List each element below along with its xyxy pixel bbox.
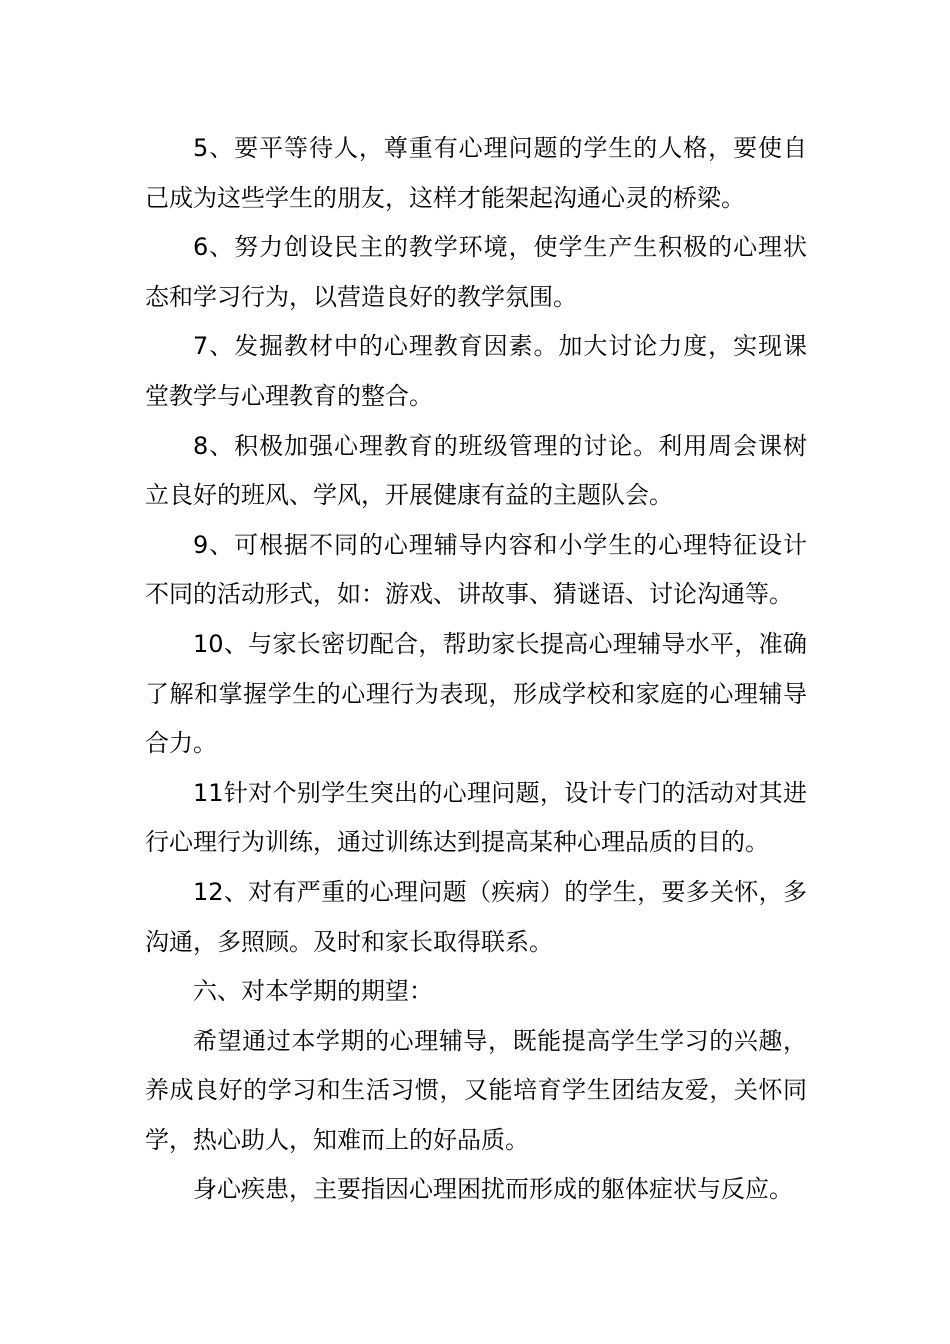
paragraph-item-12: 12、对有严重的心理问题（疾病）的学生，要多关怀，多沟通，多照顾。及时和家长取得联系。 — [145, 877, 807, 956]
paragraph-item-8: 8、积极加强心理教育的班级管理的讨论。利用周会课树立良好的班风、学风，开展健康有益的主题队会。 — [145, 431, 807, 510]
paragraph-item-9: 9、可根据不同的心理辅导内容和小学生的心理特征设计不同的活动形式，如：游戏、讲故事、猜谜语、讨论沟通等。 — [145, 530, 807, 609]
paragraph-item-7: 7、发掘教材中的心理教育因素。加大讨论力度，实现课堂教学与心理教育的整合。 — [145, 332, 807, 410]
paragraph-item-6: 6、努力创设民主的教学环境，使学生产生积极的心理状态和学习行为，以营造良好的教学氛围。 — [145, 233, 807, 311]
paragraph-item-10: 10、与家长密切配合，帮助家长提高心理辅导水平，准确了解和掌握学生的心理行为表现，形成学校和家庭的心理辅导合力。 — [145, 629, 807, 758]
paragraph-expectations: 希望通过本学期的心理辅导，既能提高学生学习的兴趣，养成良好的学习和生活习惯，又能培育学生团结友爱，关怀同学，热心助人，知难而上的好品质。 — [145, 1026, 807, 1154]
paragraph-item-5: 5、要平等待人，尊重有心理问题的学生的人格，要使自己成为这些学生的朋友，这样才能架起沟通心灵的桥梁。 — [145, 134, 807, 212]
section-heading-expectations: 六、对本学期的期望： — [193, 977, 433, 1006]
paragraph-item-11: 11针对个别学生突出的心理问题，设计专门的活动对其进行心理行为训练，通过训练达到提高某种心理品质的目的。 — [145, 778, 807, 857]
document-body — [145, 124, 807, 1215]
paragraph-psychosomatic: 身心疾患，主要指因心理困扰而形成的躯体症状与反应。 — [193, 1175, 793, 1204]
